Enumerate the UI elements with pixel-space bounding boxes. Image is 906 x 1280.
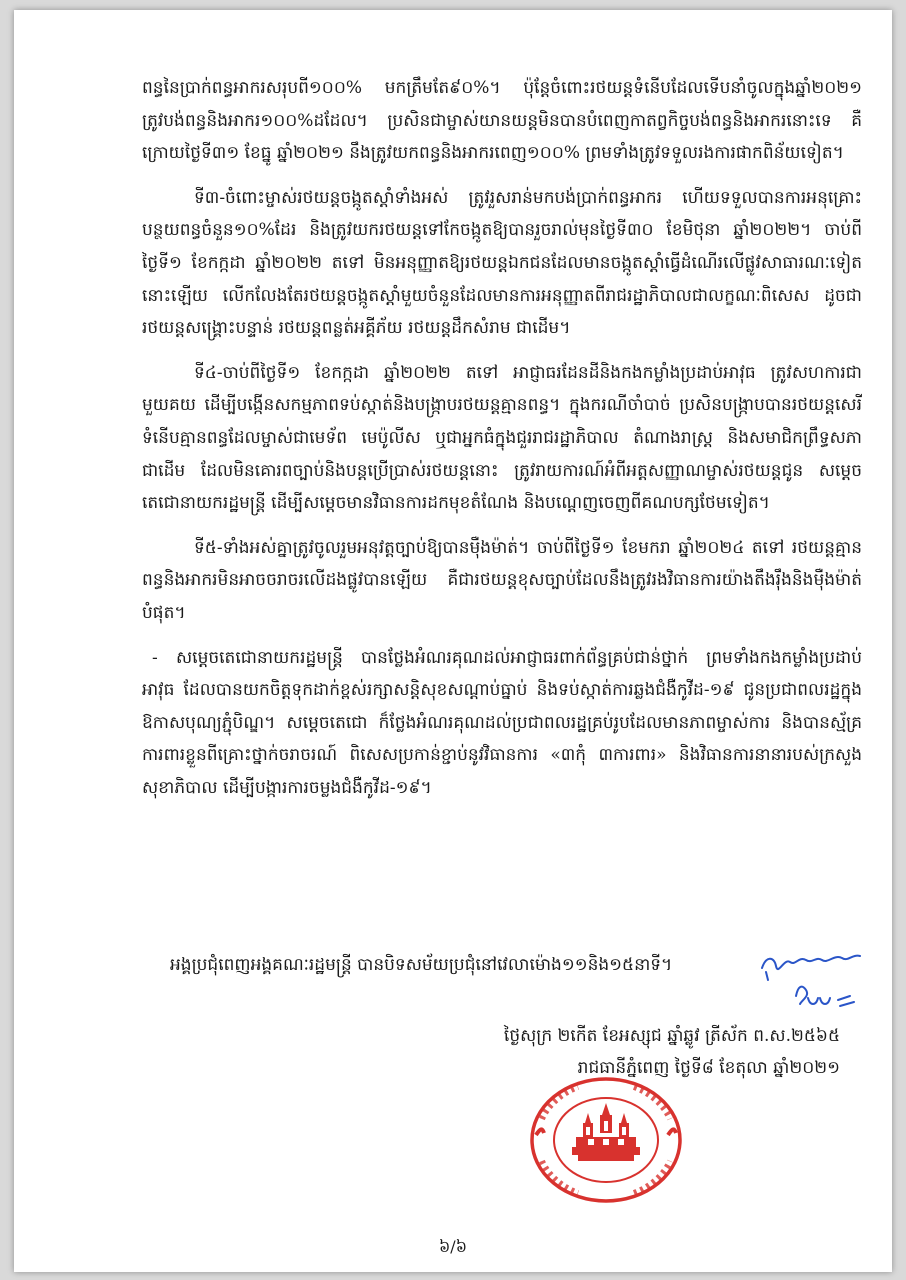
official-seal [528, 1075, 684, 1205]
closing-statement: អង្គប្រជុំពេញអង្គគណៈរដ្ឋមន្ត្រី បានបិទសម័យប្រជុំនៅវេលាម៉ោង១១និង១៥នាទី។ [170, 955, 673, 975]
paragraph-item-5: ទី៥-ទាំងអស់គ្នាត្រូវចូលរួមអនុវត្តច្បាប់ឱ្យបានម៉ឺងម៉ាត់។ ចាប់ពីថ្ងៃទី១ ខែមករា ឆ្នាំ២០២៤ តទៅ រថយន្តគ្មានពន្ធនិងអាករមិនអាចចរាចរលើដងផ្លូវបានឡើយ គឺជារថយន្តខុសច្បាប់ដែលនឹងត្រូវរងវិធានការយ៉ាងតឹងរ៉ឹងនិងម៉ឺងម៉ាត់បំផុត។ [142, 537, 862, 623]
paragraph-continuation: ពន្ធនៃប្រាក់ពន្ធអាករសរុបពី១០០% មកត្រឹមតែ៩០%។ ប៉ុន្តែចំពោះរថយន្តទំនើបដែលទើបនាំចូលក្នុងឆ្នាំ២០២១ ត្រូវបង់ពន្ធនិងអាករ១០០%ដដែល។ ប្រសិនជាម្ចាស់យានយន្តមិនបានបំពេញកាតព្វកិច្ចបង់ពន្ធនិងអាករនោះទេ គឺក្រោយថ្ងៃទី៣១ ខែធ្នូ ឆ្នាំ២០២១ នឹងត្រូវយកពន្ធនិងអាករពេញ១០០% ព្រមទាំងត្រូវទទួលរងការផាកពិន័យទៀត។ [142, 78, 862, 164]
bullet-text: សម្តេចតេជោនាយករដ្ឋមន្ត្រី បានថ្លែងអំណរគុណដល់អាជ្ញាធរពាក់ព័ន្ធគ្រប់ជាន់ថ្នាក់ ព្រមទាំងកងកម្លាំងប្រដាប់អាវុធ ដែលបានយកចិត្តទុកដាក់ខ្ពស់រក្សាសន្តិសុខសណ្តាប់ធ្នាប់ និងទប់ស្កាត់ការឆ្លងជំងឺកូវីដ-១៩ ជូនប្រជាពលរដ្ឋក្នុងឱកាសបុណ្យភ្ជុំបិណ្ឌ។ សម្តេចតេជោ ក៏ថ្លែងអំណរគុណដល់ប្រជាពលរដ្ឋគ្រប់រូបដែលមានភាពម្ចាស់ការ និងបានស្ម័គ្រការពារខ្លួនពីគ្រោះថ្នាក់ចរាចរណ៍ ពិសេសប្រកាន់ខ្ជាប់នូវវិធានការ «៣កុំ ៣ការពារ» និងវិធានការនានារបស់ក្រសួងសុខាភិបាល ដើម្បីបង្ការការចម្លងជំងឺកូវីដ-១៩។ [142, 647, 862, 798]
paragraph-item-3: ទី៣-ចំពោះម្ចាស់រថយន្តចង្កូតស្តាំទាំងអស់ ត្រូវរួសរាន់មកបង់ប្រាក់ពន្ធអាករ ហើយទទួលបានការអនុគ្រោះបន្ថយពន្ធចំនួន១០%ដែរ និងត្រូវយករថយន្តទៅកែចង្កូតឱ្យបានរួចរាល់មុនថ្ងៃទី៣០ ខែមិថុនា ឆ្នាំ២០២២។ ចាប់ពីថ្ងៃទី១ ខែកក្កដា ឆ្នាំ២០២២ តទៅ មិនអនុញ្ញាតឱ្យរថយន្តឯកជនដែលមានចង្កូតស្តាំធ្វើដំណើរលើផ្លូវសាធារណៈទៀតនោះឡើយ លើកលែងតែរថយន្តចង្កូតស្តាំមួយចំនួនដែលមានការអនុញ្ញាតពីរាជរដ្ឋាភិបាលជាលក្ខណៈពិសេស ដូចជារថយន្តសង្គ្រោះបន្ទាន់ រថយន្តពន្លត់អគ្គីភ័យ រថយន្តដឹកសំរាម ជាដើម។ [142, 187, 862, 339]
page-number: ៦/៦ [438, 1237, 468, 1256]
document-body [142, 72, 862, 816]
bullet-dash: - [152, 647, 158, 668]
lunar-date-line: ថ្ងៃសុក្រ ២កើត ខែអស្សុជ ឆ្នាំឆ្លូវ ត្រីស័ក ព.ស.២៥៦៥ [503, 1026, 840, 1046]
gregorian-date-line: រាជធានីភ្នំពេញ ថ្ងៃទី៨ ខែតុលា ឆ្នាំ២០២១ [577, 1058, 840, 1078]
paragraph-bullet [142, 642, 862, 805]
handwritten-initials [756, 948, 866, 1028]
paragraph-item-4: ទី៤-ចាប់ពីថ្ងៃទី១ ខែកក្កដា ឆ្នាំ២០២២ តទៅ អាជ្ញាធរដែនដីនិងកងកម្លាំងប្រដាប់អាវុធ ត្រូវសហការជាមួយគយ ដើម្បីបង្កើនសកម្មភាពទប់ស្កាត់និងបង្ក្រាបរថយន្តគ្មានពន្ធ។ ក្នុងករណីចាំបាច់ ប្រសិនបង្ក្រាបបានរថយន្តសេរីទំនើបគ្មានពន្ធដែលម្ចាស់ជាមេទ័ព មេប៉ូលីស ឬជាអ្នកធំក្នុងជួររាជរដ្ឋាភិបាល តំណាងរាស្ត្រ និងសមាជិកព្រឹទ្ធសភា ជាដើម ដែលមិនគោរពច្បាប់និងបន្តប្រើប្រាស់រថយន្តនោះ ត្រូវរាយការណ៍អំពីអត្តសញ្ញាណម្ចាស់រថយន្តជូន សម្តេចតេជោនាយករដ្ឋមន្ត្រី ដើម្បីសម្តេចមានវិធានការដកមុខតំណែង និងបណ្តេញចេញពីគណបក្សថែមទៀត។ [142, 362, 862, 514]
document-page [14, 10, 892, 1272]
